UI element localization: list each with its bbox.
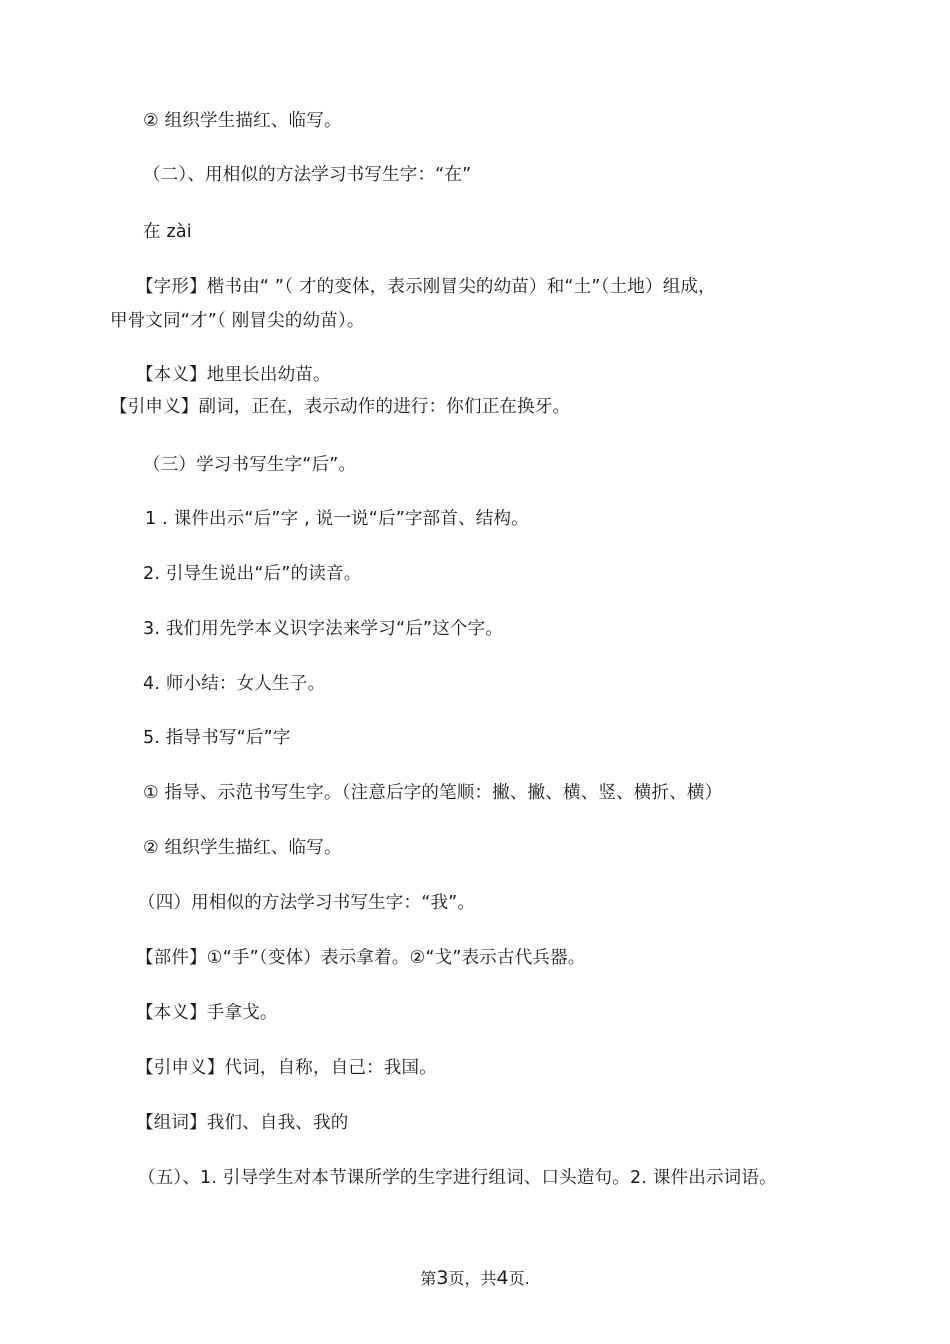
original-meaning: 【本义】地里长出幼苗。 [136,365,331,385]
step-5: 5. 指导书写“后”字 [143,728,291,748]
footer-suffix: 页. [508,1269,530,1288]
extended-meaning-wo: 【引申义】代词，自称，自己：我国。 [136,1058,437,1078]
character-pinyin: 在 zài [143,222,192,242]
text-line-trace-again: ② 组织学生描红、临写。 [143,838,342,858]
footer-prefix: 第 [420,1269,437,1288]
text-line-step-2-trace: ② 组织学生描红、临写。 [143,111,342,131]
extended-meaning: 【引申义】副词，正在，表示动作的进行：你们正在换牙。 [110,397,571,417]
footer-total-pages: 4 [496,1267,509,1289]
step-3: 3. 我们用先学本义识字法来学习“后”这个字。 [143,619,503,639]
word-formation: 【组词】我们、自我、我的 [136,1113,349,1133]
glyph-form-line-1: 【字形】楷书由“ ”（ 才的变体，表示刚冒尖的幼苗）和“土”（土地）组成， [136,277,716,297]
footer-page-number: 3 [436,1267,449,1289]
footer-middle: 页，共 [448,1269,497,1288]
original-meaning-wo: 【本义】手拿戈。 [136,1003,278,1023]
step-4: 4. 师小结：女人生子。 [143,674,326,694]
glyph-form-line-2: 甲骨文同“才”（ 刚冒尖的幼苗）。 [110,311,365,331]
section-heading-4: （四）用相似的方法学习书写生字：“我”。 [138,893,476,913]
step-2: 2. 引导生说出“后”的读音。 [143,564,362,584]
step-1: 1 . 课件出示“后”字 , 说一说“后”字部首、结构。 [145,509,529,529]
components: 【部件】①“手”（变体）表示拿着。②“戈”表示古代兵器。 [136,948,586,968]
section-heading-3: （三）学习书写生字“后”。 [143,455,357,475]
stroke-order-guide: ① 指导、示范书写生字。（注意后字的笔顺：撇、撇、横、竖、横折、横） [143,783,723,803]
section-heading-2: （二）、用相似的方法学习书写生字：“在” [143,165,472,185]
page-footer [0,1268,950,1289]
section-heading-5: （五）、1. 引导学生对本节课所学的生字进行组词、口头造句。2. 课件出示词语。 [138,1168,777,1188]
